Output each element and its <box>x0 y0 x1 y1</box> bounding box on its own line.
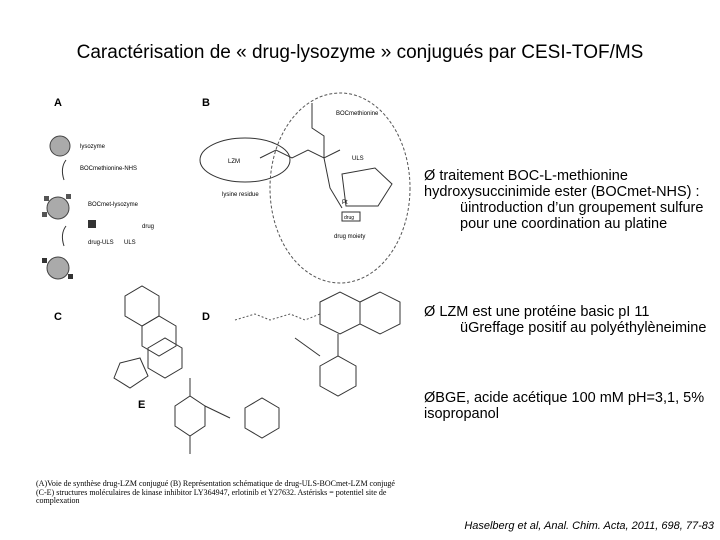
label-drug-uls: drug-ULS <box>88 240 114 246</box>
drug-uls-lysozyme-circle <box>47 257 69 279</box>
bullet-1-text: traitement BOC-L-methionine hydroxysuccinimide ester (BOCmet-NHS) : <box>424 168 700 200</box>
panel-label-a: A <box>54 97 62 109</box>
bullet-3-marker: Ø <box>424 390 436 406</box>
label-pt: Pt <box>342 200 348 206</box>
bullet-3-text: BGE, acide acétique 100 mM pH=3,1, 5% isopropanol <box>424 390 705 422</box>
bullet-2-sub-text: Greffage positif au polyéthylèneimine <box>468 320 707 336</box>
ring-d3 <box>320 356 356 396</box>
bullet-1-sub-marker: ü <box>460 200 469 216</box>
bullet-2-marker: Ø <box>424 304 436 320</box>
panel-label-e: E <box>138 399 146 411</box>
label-bocmet-nhs: BOCmethionine-NHS <box>80 166 138 172</box>
bullet-2-sub <box>424 320 714 336</box>
ring-c1 <box>125 286 159 326</box>
panel-label-d: D <box>202 311 210 323</box>
figure <box>30 88 430 488</box>
lysozyme-circle <box>50 136 70 156</box>
drug-square <box>88 220 96 228</box>
label-lysozyme: lysozyme <box>80 144 106 150</box>
bullet-1-marker: Ø <box>424 168 436 184</box>
bullet-2-text: LZM est une protéine basic pI 11 <box>439 304 650 320</box>
ring-c2 <box>142 316 176 356</box>
label-uls-b: ULS <box>352 156 364 162</box>
figure-drawing <box>30 88 430 488</box>
label-drug: drug <box>142 224 155 230</box>
arrow-a1 <box>62 160 66 180</box>
bullet-3-main <box>424 390 714 422</box>
arrow-a2 <box>62 226 66 246</box>
bocmet-lysozyme-circle <box>47 197 69 219</box>
bullet-1-sub-text: introduction d’un groupement sulfure pour une coordination au platine <box>460 200 704 232</box>
lzm-ellipse <box>200 138 290 182</box>
ring-c4 <box>148 338 182 378</box>
label-uls: ULS <box>124 240 136 246</box>
figure-caption: (A)Voie de synthèse drug-LZM conjugué (B) Représentation schématique de drug-ULS-BOCmet-LZM conjugé (C-E) structures moléculaires de kinase inhibitor LY364947, erlotinib et Y27632. Astérisks = potentiel site de complexation <box>36 479 395 506</box>
bullet-2 <box>424 304 714 336</box>
ring-d2 <box>360 292 400 334</box>
slide-title: Caractérisation de « drug-lysozyme » conjugués par CESI-TOF/MS <box>76 42 644 63</box>
citation: Haselberg et al, Anal. Chim. Acta, 2011, 698, 77-83 <box>464 520 714 532</box>
label-drug-b: drug <box>344 215 355 221</box>
label-lzm: LZM <box>228 159 240 165</box>
bullet-1-sub <box>424 200 714 232</box>
label-bocmethionine: BOCmethionine <box>336 111 379 117</box>
panel-label-c: C <box>54 311 62 323</box>
ring-e2 <box>245 398 279 438</box>
bullet-1-main <box>424 168 714 200</box>
panel-label-b: B <box>202 97 210 109</box>
bullet-2-sub-marker: ü <box>460 320 469 336</box>
ring-e1 <box>175 396 205 436</box>
ring-c3 <box>114 358 148 388</box>
label-lysine: lysine residue <box>222 192 259 198</box>
ring-d1 <box>320 292 360 334</box>
label-bocmet-lysozyme: BOCmet-lysozyme <box>88 202 139 208</box>
bullet-2-main <box>424 304 714 320</box>
bullet-1 <box>424 168 714 232</box>
label-drug-moiety: drug moiety <box>334 234 366 240</box>
bullet-3 <box>424 390 714 422</box>
